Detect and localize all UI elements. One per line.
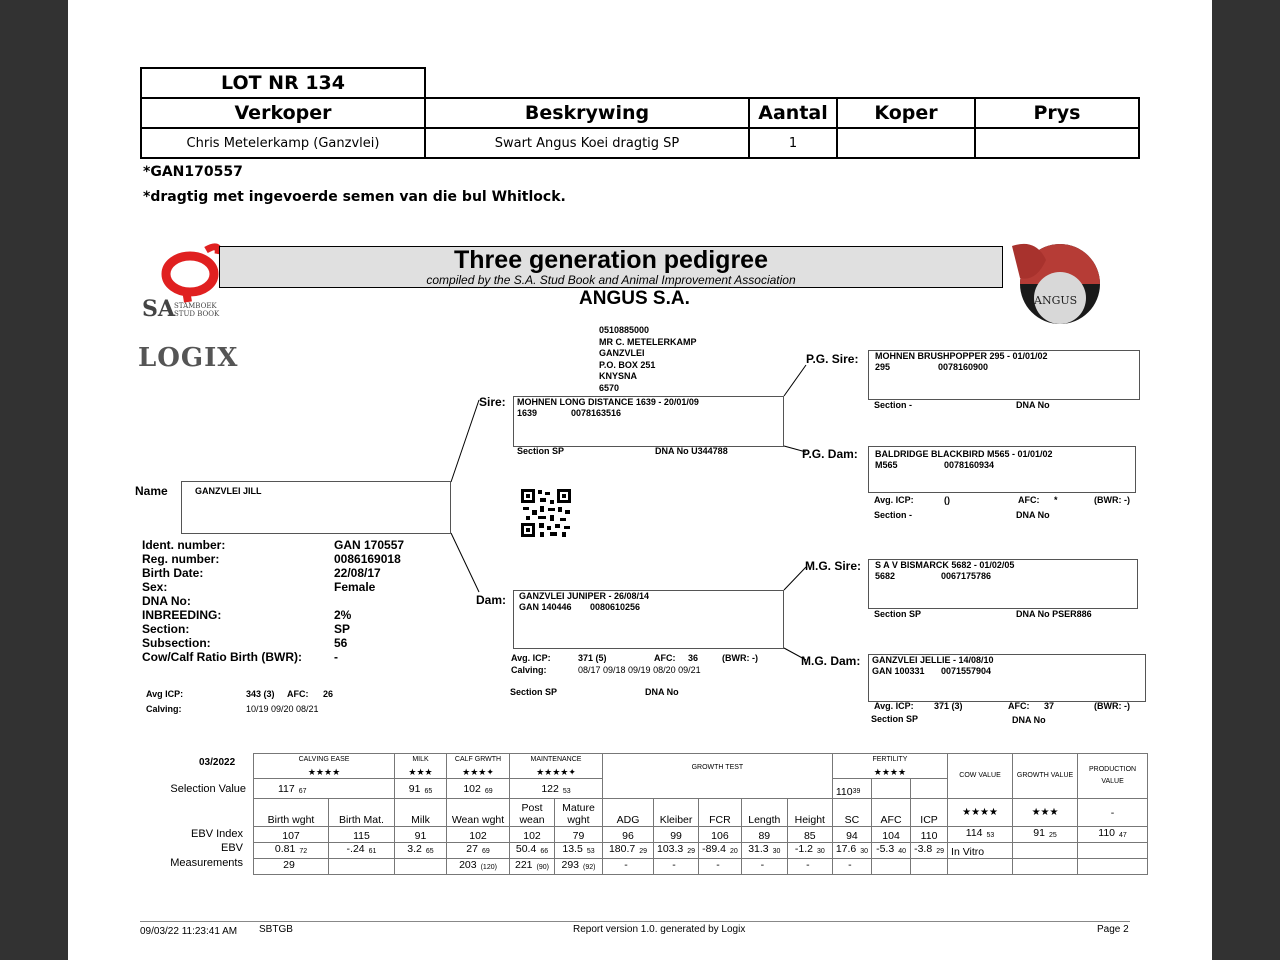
pg-dam-icp-value: () — [944, 495, 950, 505]
growth-value-index — [1013, 827, 1078, 843]
col-header-prys: Prys — [975, 98, 1139, 128]
sire-section: Section SP — [517, 446, 565, 456]
breed-title: ANGUS S.A. — [579, 288, 690, 309]
sire-box — [513, 396, 784, 447]
dam-name: GANZVLEI JUNIPER - 26/08/14 — [519, 591, 650, 601]
avg-icp-value: 343 (3) — [246, 689, 275, 699]
dam-bwr: (BWR: -) — [722, 653, 758, 663]
cell-seller: Chris Metelerkamp (Ganzvlei) — [141, 128, 425, 158]
col-header: Wean wght — [447, 799, 510, 827]
ebv-accuracy: 53 — [586, 848, 595, 855]
mg-dam-afc-label: AFC: — [1008, 701, 1030, 711]
col-header: Height — [787, 799, 832, 827]
group-maintenance — [510, 754, 603, 779]
pg-sire-label: P.G. Sire: — [806, 352, 859, 366]
selection-value-cell — [832, 779, 871, 799]
sa-logo-line2: STUD BOOK — [174, 310, 220, 318]
measurement-cell — [329, 859, 395, 875]
measurement-cell — [510, 859, 555, 875]
dam-afc-value: 36 — [688, 653, 699, 663]
detail-label: Subsection: — [142, 636, 211, 650]
owner-line: MR C. METELERKAMP — [599, 336, 697, 347]
detail-label: Cow/Calf Ratio Birth (BWR): — [142, 650, 302, 664]
ebv-value: 3.2 — [407, 843, 422, 855]
mg-dam-dna: DNA No — [1012, 715, 1046, 725]
afc-label: AFC: — [287, 689, 309, 699]
index-cell: 91 — [395, 827, 447, 843]
group-growth-test: GROWTH TEST — [603, 754, 833, 799]
index-accuracy: 47 — [1119, 832, 1127, 839]
ebv-value: -.24 — [346, 843, 365, 855]
calving-label: Calving: — [146, 704, 182, 714]
measurement-cell — [1013, 859, 1078, 875]
measurement-cell — [699, 859, 742, 875]
ebv-accuracy: 20 — [730, 848, 738, 855]
ebv-accuracy: 30 — [816, 848, 825, 855]
mg-sire-section: Section SP — [874, 609, 922, 619]
ebv-value: -3.8 — [914, 843, 933, 855]
row-label-ebv: EBV — [220, 842, 243, 854]
footer-divider — [140, 921, 1130, 922]
col-header: Birth Mat. — [329, 799, 395, 827]
mg-sire-label: M.G. Sire: — [805, 559, 862, 573]
group-fertility — [832, 754, 947, 779]
col-header: ADG — [603, 799, 654, 827]
pg-dam-afc-label: AFC: — [1018, 495, 1040, 505]
detail-value: SP — [334, 622, 351, 636]
index-accuracy: 25 — [1048, 832, 1057, 839]
afc-value: 26 — [323, 689, 334, 699]
connector-line — [451, 533, 479, 592]
ebv-cell — [447, 843, 510, 859]
connector-line — [784, 365, 806, 396]
measurement-cell — [395, 859, 447, 875]
group-growth-value: GROWTH VALUE — [1013, 754, 1078, 799]
ebv-accuracy: 69 — [481, 848, 490, 855]
col-header-koper: Koper — [837, 98, 975, 128]
owner-line: 0510885000 — [599, 325, 650, 335]
ebv-cell — [832, 843, 871, 859]
dam-label: Dam: — [476, 593, 507, 607]
col-header: SC — [832, 799, 871, 827]
ebv-cell — [395, 843, 447, 859]
measurement-value: - — [848, 859, 852, 871]
index-cell: 104 — [872, 827, 911, 843]
logix-logo: LOGIX — [138, 343, 239, 373]
ebv-row — [254, 843, 1148, 859]
animal-name: GANZVLEI JILL — [195, 486, 262, 496]
dam-calving-value: 08/17 09/18 09/19 08/20 09/21 — [578, 665, 701, 675]
group-calf-growth — [447, 754, 510, 779]
owner-line: 6570 — [599, 382, 620, 393]
sire-name: MOHNEN LONG DISTANCE 1639 - 20/01/09 — [517, 397, 699, 407]
index-row — [254, 827, 1148, 843]
measurement-count: (120) — [480, 864, 497, 871]
group-milk — [395, 754, 447, 779]
pg-sire-name: MOHNEN BRUSHPOPPER 295 - 01/01/02 — [875, 351, 1048, 361]
ebv-cell — [1078, 843, 1148, 859]
measurement-count: (90) — [536, 864, 549, 871]
pg-dam-name: BALDRIDGE BLACKBIRD M565 - 01/01/02 — [875, 449, 1053, 459]
sire-dna: DNA No U344788 — [655, 446, 728, 456]
ebv-accuracy: 29 — [687, 848, 696, 855]
col-header: Milk — [395, 799, 447, 827]
angus-logo-text: ANGUS — [1034, 294, 1078, 307]
measurement-cell — [872, 859, 911, 875]
detail-value: 22/08/17 — [334, 566, 381, 580]
ebv-accuracy: 72 — [299, 848, 308, 855]
group-label: FERTILITY — [872, 756, 908, 763]
index-cell: 102 — [510, 827, 555, 843]
pg-sire-section: Section - — [874, 400, 913, 410]
ebv-value: 103.3 — [657, 843, 684, 855]
selection-accuracy: 65 — [424, 788, 433, 795]
page-subtitle: compiled by the S.A. Stud Book and Animal Improvement Association — [426, 273, 796, 287]
detail-value: 56 — [334, 636, 348, 650]
measurement-cell — [741, 859, 787, 875]
group-stars: ★★★ — [408, 767, 433, 777]
dam-box — [513, 590, 784, 649]
pg-dam-box — [868, 446, 1136, 493]
measurement-value: 293 — [561, 859, 580, 871]
index-cell: 106 — [699, 827, 742, 843]
detail-value: 2% — [334, 608, 352, 622]
selection-value-cell — [872, 779, 911, 799]
production-value-index — [1078, 827, 1148, 843]
measurement-value: 29 — [283, 859, 295, 871]
pg-dam-section: Section - — [874, 510, 913, 520]
measurement-value: - — [672, 859, 676, 871]
ebv-accuracy: 65 — [425, 848, 434, 855]
sa-logo-line1: STAMBOEK — [174, 302, 217, 310]
index-cell: 115 — [329, 827, 395, 843]
group-cow-value: COW VALUE — [948, 754, 1013, 799]
index-cell: 96 — [603, 827, 654, 843]
detail-value: GAN 170557 — [334, 538, 405, 552]
ebv-accuracy: 66 — [540, 848, 549, 855]
name-label: Name — [135, 484, 168, 498]
selection-value: 117 — [278, 783, 295, 795]
cell-quantity: 1 — [749, 128, 837, 158]
ebv-cell — [1013, 843, 1078, 859]
mg-dam-icp-label: Avg. ICP: — [874, 701, 914, 711]
dam-afc-label: AFC: — [654, 653, 676, 663]
lot-title: LOT NR 134 — [141, 68, 425, 98]
selection-value-cell — [254, 779, 395, 799]
mg-dam-section: Section SP — [871, 714, 919, 724]
pg-dam-num: M565 — [875, 460, 898, 470]
col-header-beskrywing: Beskrywing — [425, 98, 749, 128]
index-value: 91 — [1033, 827, 1045, 839]
pg-dam-label: P.G. Dam: — [802, 447, 858, 461]
cow-value-index — [948, 827, 1013, 843]
selection-value-cell — [395, 779, 447, 799]
measurement-cell — [603, 859, 654, 875]
index-cell: 110 — [911, 827, 948, 843]
pg-dam-icp-label: Avg. ICP: — [874, 495, 914, 505]
col-header: Post wean — [510, 799, 555, 827]
dam-calving-label: Calving: — [511, 665, 547, 675]
ebv-accuracy: 30 — [860, 848, 869, 855]
selection-value: 102 — [463, 783, 481, 795]
note-ident: *GAN170557 — [143, 164, 243, 180]
col-header: ICP — [911, 799, 948, 827]
mg-dam-bwr: (BWR: -) — [1094, 701, 1130, 711]
growth-value-stars: ★★★ — [1013, 799, 1078, 827]
pg-dam-afc-value: * — [1054, 495, 1058, 505]
ebv-value: 180.7 — [608, 843, 636, 855]
measurement-cell — [832, 859, 871, 875]
mg-dam-reg: 0071557904 — [941, 666, 992, 676]
pg-sire-dna: DNA No — [1016, 400, 1050, 410]
pg-dam-dna: DNA No — [1016, 510, 1050, 520]
mg-dam-num: GAN 100331 — [872, 666, 925, 676]
index-cell: 79 — [555, 827, 603, 843]
ebv-accuracy: 30 — [772, 848, 781, 855]
footer-page: Page 2 — [1097, 924, 1129, 935]
detail-value: 0086169018 — [334, 552, 401, 566]
avg-icp-label: Avg ICP: — [146, 689, 184, 699]
selection-value: 91 — [408, 783, 421, 795]
ebv-value: 50.4 — [515, 843, 537, 855]
mg-dam-icp-value: 371 (3) — [934, 701, 963, 711]
col-header-aantal: Aantal — [749, 98, 837, 128]
measurement-cell — [654, 859, 699, 875]
mg-dam-name: GANZVLEI JELLIE - 14/08/10 — [872, 655, 994, 665]
qr-code-icon — [520, 488, 572, 538]
cell-description: Swart Angus Koei dragtig SP — [425, 128, 749, 158]
group-production-value: PRODUCTION VALUE — [1078, 754, 1148, 799]
detail-value: Female — [334, 580, 376, 594]
group-calving-ease — [254, 754, 395, 779]
measurement-value: - — [624, 859, 628, 871]
measurement-count: (92) — [583, 864, 596, 871]
document-page — [68, 0, 1212, 960]
ebv-accuracy: 29 — [639, 848, 648, 855]
pg-sire-box — [868, 350, 1140, 400]
detail-label: Ident. number: — [142, 538, 226, 552]
mg-dam-box — [868, 654, 1146, 702]
mg-dam-afc-value: 37 — [1044, 701, 1055, 711]
index-accuracy: 53 — [986, 832, 995, 839]
detail-label: Reg. number: — [142, 552, 220, 566]
selection-accuracy: 69 — [484, 788, 493, 795]
group-stars: ★★★★✦ — [536, 767, 576, 777]
col-header: Birth wght — [254, 799, 329, 827]
calving-value: 10/19 09/20 08/21 — [246, 704, 319, 714]
mg-sire-name: S A V BISMARCK 5682 - 01/02/05 — [875, 560, 1015, 570]
ebv-value: 0.81 — [274, 843, 296, 855]
ebv-cell — [329, 843, 395, 859]
dam-reg: 0080610256 — [590, 602, 641, 612]
index-cell: 102 — [447, 827, 510, 843]
index-cell: 107 — [254, 827, 329, 843]
mg-sire-num: 5682 — [875, 571, 896, 581]
connector-line — [451, 400, 479, 482]
mg-sire-box — [868, 559, 1138, 609]
ebv-cell — [699, 843, 742, 859]
detail-value — [334, 594, 404, 608]
measurement-value: 203 — [459, 859, 477, 871]
connector-line — [784, 567, 806, 590]
row-label-measurements: Measurements — [170, 857, 243, 869]
cow-value-stars: ★★★★ — [948, 799, 1013, 827]
ebv-accuracy: 29 — [936, 848, 944, 855]
ebv-value: -1.2 — [794, 843, 813, 855]
measurement-value: - — [760, 859, 765, 871]
dam-dna: DNA No — [645, 687, 679, 697]
ebv-value: 31.3 — [748, 843, 769, 855]
animal-name-box — [181, 481, 451, 534]
selection-value-cell — [447, 779, 510, 799]
detail-label: Section: — [142, 622, 190, 636]
index-value: 110 — [1098, 827, 1116, 839]
index-cell: 85 — [787, 827, 832, 843]
measurements-row — [254, 859, 1148, 875]
owner-line: GANZVLEI — [599, 348, 645, 358]
measurement-value: - — [716, 859, 720, 871]
col-header-verkoper: Verkoper — [141, 98, 425, 128]
dam-icp-label: Avg. ICP: — [511, 653, 551, 663]
ebv-cell — [654, 843, 699, 859]
page-title: Three generation pedigree — [454, 246, 768, 274]
selection-accuracy: 67 — [298, 788, 307, 795]
selection-value: 122 — [541, 783, 559, 795]
ebv-cell — [254, 843, 329, 859]
sire-num: 1639 — [517, 408, 538, 418]
dam-section: Section SP — [510, 687, 558, 697]
sire-label: Sire: — [479, 395, 506, 409]
row-label-selection: Selection Value — [170, 783, 246, 795]
ebv-value: -5.3 — [876, 843, 895, 855]
mg-dam-label: M.G. Dam: — [801, 654, 861, 668]
ebv-cell — [555, 843, 603, 859]
detail-label: INBREEDING: — [142, 608, 222, 622]
measurement-cell — [254, 859, 329, 875]
index-cell: 99 — [654, 827, 699, 843]
col-header: AFC — [872, 799, 911, 827]
footer-report: Report version 1.0. generated by Logix — [573, 924, 746, 935]
note-semen: *dragtig met ingevoerde semen van die bul Whitlock. — [143, 189, 566, 205]
index-value: 114 — [965, 827, 983, 839]
group-stars: ★★★★ — [873, 767, 907, 777]
pg-dam-reg: 0078160934 — [944, 460, 995, 470]
owner-line: KNYSNA — [599, 371, 638, 381]
ebv-value: 27 — [466, 843, 478, 855]
dam-icp-value: 371 (5) — [578, 653, 607, 663]
sa-logo-text: SA — [142, 296, 175, 322]
sire-reg: 0078163516 — [571, 408, 622, 418]
selection-value-cell — [911, 779, 948, 799]
ebv-cell — [741, 843, 787, 859]
measurement-value: - — [806, 859, 810, 871]
group-stars: ★★★✦ — [462, 767, 494, 777]
ebv-value: 13.5 — [562, 843, 583, 855]
measurement-cell — [447, 859, 510, 875]
ebv-table — [253, 753, 1148, 875]
detail-label: DNA No: — [142, 594, 191, 608]
col-header: Mature wght — [555, 799, 603, 827]
measurement-cell — [911, 859, 948, 875]
detail-value: - — [334, 650, 338, 664]
ebv-cell — [911, 843, 948, 859]
owner-line: P.O. BOX 251 — [599, 359, 656, 370]
selection-value-cell — [510, 779, 603, 799]
animal-details-values — [334, 538, 404, 664]
group-label: MILK — [412, 756, 429, 763]
group-label: CALF GRWTH — [454, 756, 502, 763]
index-cell: 89 — [741, 827, 787, 843]
production-value: - — [1078, 799, 1148, 827]
measurement-cell — [948, 859, 1013, 875]
group-label: CALVING EASE — [298, 756, 350, 763]
animal-details-labels — [142, 538, 302, 664]
selection-accuracy: 39 — [852, 788, 861, 795]
group-label: MAINTENANCE — [530, 756, 582, 763]
measurement-cell — [1078, 859, 1148, 875]
ebv-value: -89.4 — [702, 843, 727, 855]
measurement-cell — [787, 859, 832, 875]
mg-sire-dna: DNA No PSER886 — [1016, 609, 1092, 619]
selection-accuracy: 53 — [562, 788, 571, 795]
index-cell: 94 — [832, 827, 871, 843]
ebv-cell — [510, 843, 555, 859]
pg-sire-num: 295 — [875, 362, 891, 372]
ebv-cell — [603, 843, 654, 859]
footer-code: SBTGB — [259, 924, 293, 935]
detail-label: Birth Date: — [142, 566, 204, 580]
detail-label: Sex: — [142, 580, 168, 594]
ebv-value: 17.6 — [835, 843, 857, 855]
mg-sire-reg: 0067175786 — [941, 571, 992, 581]
ebv-accuracy: 61 — [368, 848, 377, 855]
pg-sire-reg: 0078160900 — [938, 362, 989, 372]
col-header: FCR — [699, 799, 742, 827]
ebv-accuracy: 40 — [898, 848, 906, 855]
col-header: Length — [741, 799, 787, 827]
pg-dam-bwr: (BWR: -) — [1094, 495, 1130, 505]
ebv-cell — [872, 843, 911, 859]
measurement-value: 221 — [515, 859, 533, 871]
dam-num: GAN 140446 — [519, 602, 572, 612]
selection-value: 110 — [835, 786, 853, 798]
ebv-date: 03/2022 — [199, 757, 236, 768]
measurement-cell — [555, 859, 603, 875]
ebv-cell — [787, 843, 832, 859]
col-header: Kleiber — [654, 799, 699, 827]
in-vitro-cell: In Vitro — [948, 843, 1013, 859]
group-stars: ★★★★ — [307, 767, 341, 777]
footer-timestamp: 09/03/22 11:23:41 AM — [140, 926, 238, 937]
row-label-index: EBV Index — [191, 828, 243, 840]
